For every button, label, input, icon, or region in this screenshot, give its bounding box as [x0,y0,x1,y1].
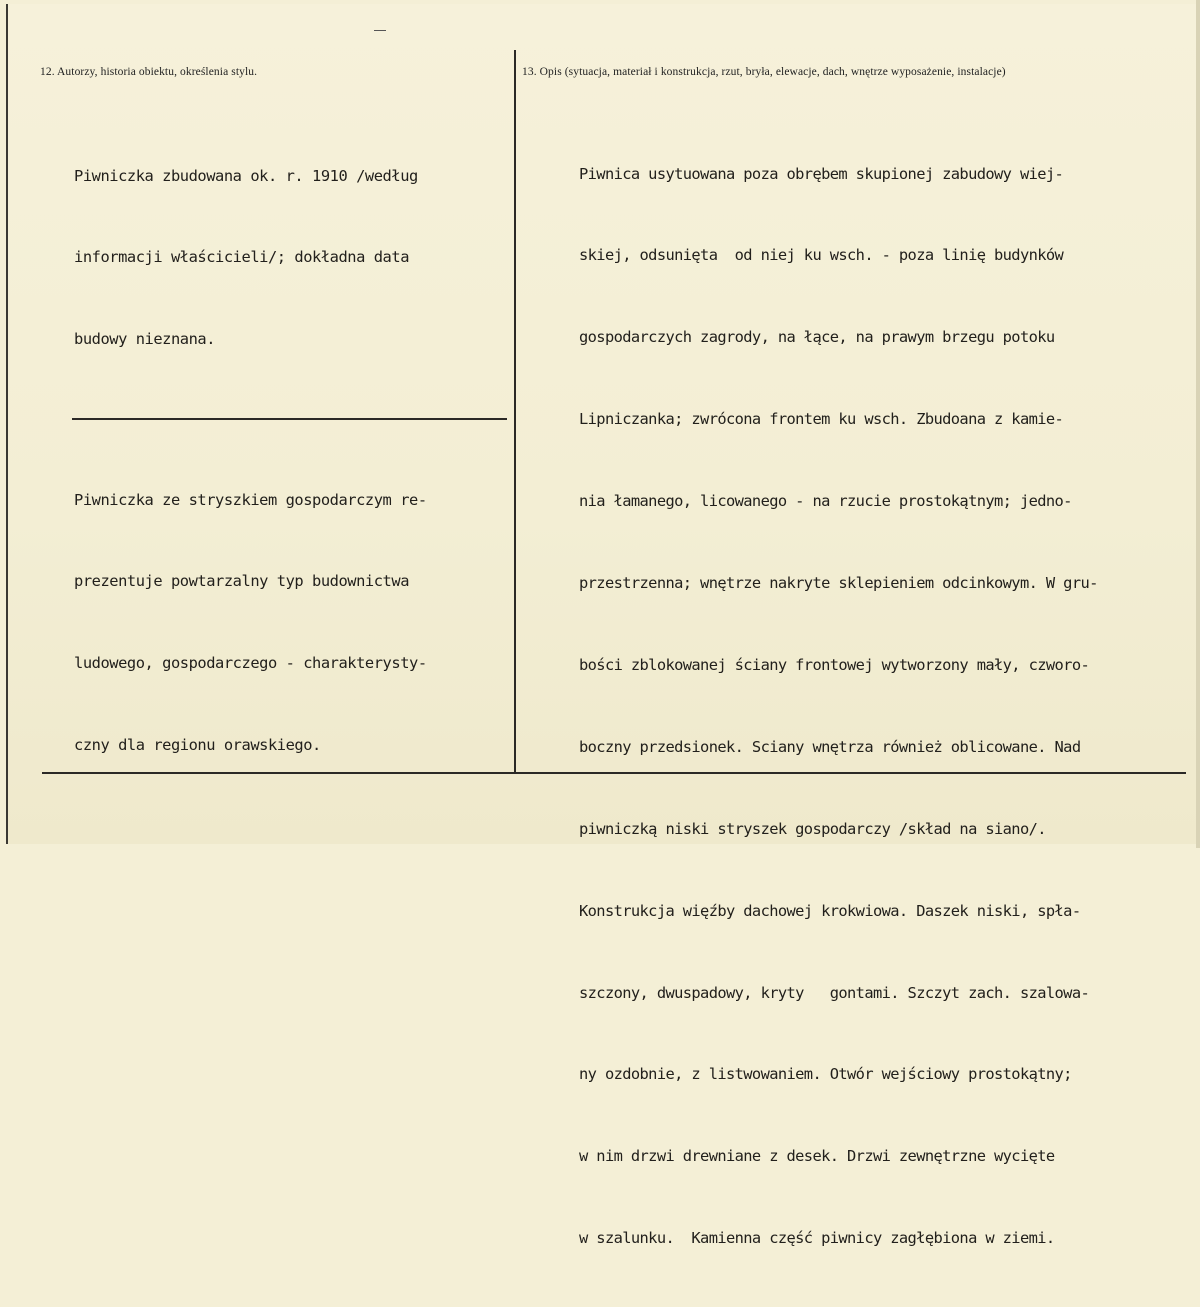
authors-history-text [74,108,418,408]
text-line: skiej, odsunięta od niej ku wsch. - poza linię budynków [579,246,1064,265]
text-line: ny ozdobnie, z listwowaniem. Otwór wejściowy prostokątny; [579,1065,1072,1084]
text-line: przestrzenna; wnętrze nakryte sklepieniem odcinkowym. W gru- [579,574,1098,593]
text-line: piwniczką niski stryszek gospodarczy /skład na siano/. [579,819,1046,838]
text-line: bości zblokowanej ściany frontowej wytworzony mały, czworo- [579,655,1090,674]
text-line: w szalunku. Kamienna część piwnicy zagłębiona w ziemi. [579,1229,1055,1248]
text-line: ludowego, gospodarczego - charakterysty- [74,654,427,673]
text-line: gospodarczych zagrody, na łące, na prawym brzegu potoku [579,328,1055,347]
text-line: Piwniczka zbudowana ok. r. 1910 /według [74,166,418,185]
text-line: Lipniczanka; zwrócona frontem ku wsch. Zbudoana z kamie- [579,410,1064,429]
text-line: budowy nieznana. [74,330,216,349]
text-line: boczny przedsionek. Sciany wnętrza również oblicowane. Nad [579,737,1081,756]
left-section-divider [72,418,507,420]
style-assessment-text [74,432,427,814]
section-12-header: 12. Autorzy, historia obiektu, określenia stylu. [40,66,258,78]
text-line: Konstrukcja więźby dachowej krokwiowa. Daszek niski, spła- [579,901,1081,920]
description-text [579,106,1098,1307]
text-line: informacji właścicieli/; dokładna data [74,248,410,267]
text-line: w nim drzwi drewniane z desek. Drzwi zewnętrzne wycięte [579,1147,1055,1166]
text-line: nia łamanego, licowanego - na rzucie prostokątnym; jedno- [579,492,1072,511]
text-line: Piwniczka ze stryszkiem gospodarczym re- [74,490,427,509]
text-line: Piwnica usytuowana poza obrębem skupionej zabudowy wiej- [579,164,1064,183]
text-line: prezentuje powtarzalny typ budownictwa [74,572,410,591]
text-line: czny dla regionu orawskiego. [74,736,321,755]
page-edge [1196,0,1200,848]
section-13-header: 13. Opis (sytuacja, materiał i konstrukcja, rzut, bryła, elewacje, dach, wnętrze wyposażenie, instalacje) [522,66,1006,78]
corner-mark [374,30,386,31]
column-divider [514,50,516,774]
form-sheet [6,4,1198,1248]
text-line: szczony, dwuspadowy, kryty gontami. Szczyt zach. szalowa- [579,983,1090,1002]
